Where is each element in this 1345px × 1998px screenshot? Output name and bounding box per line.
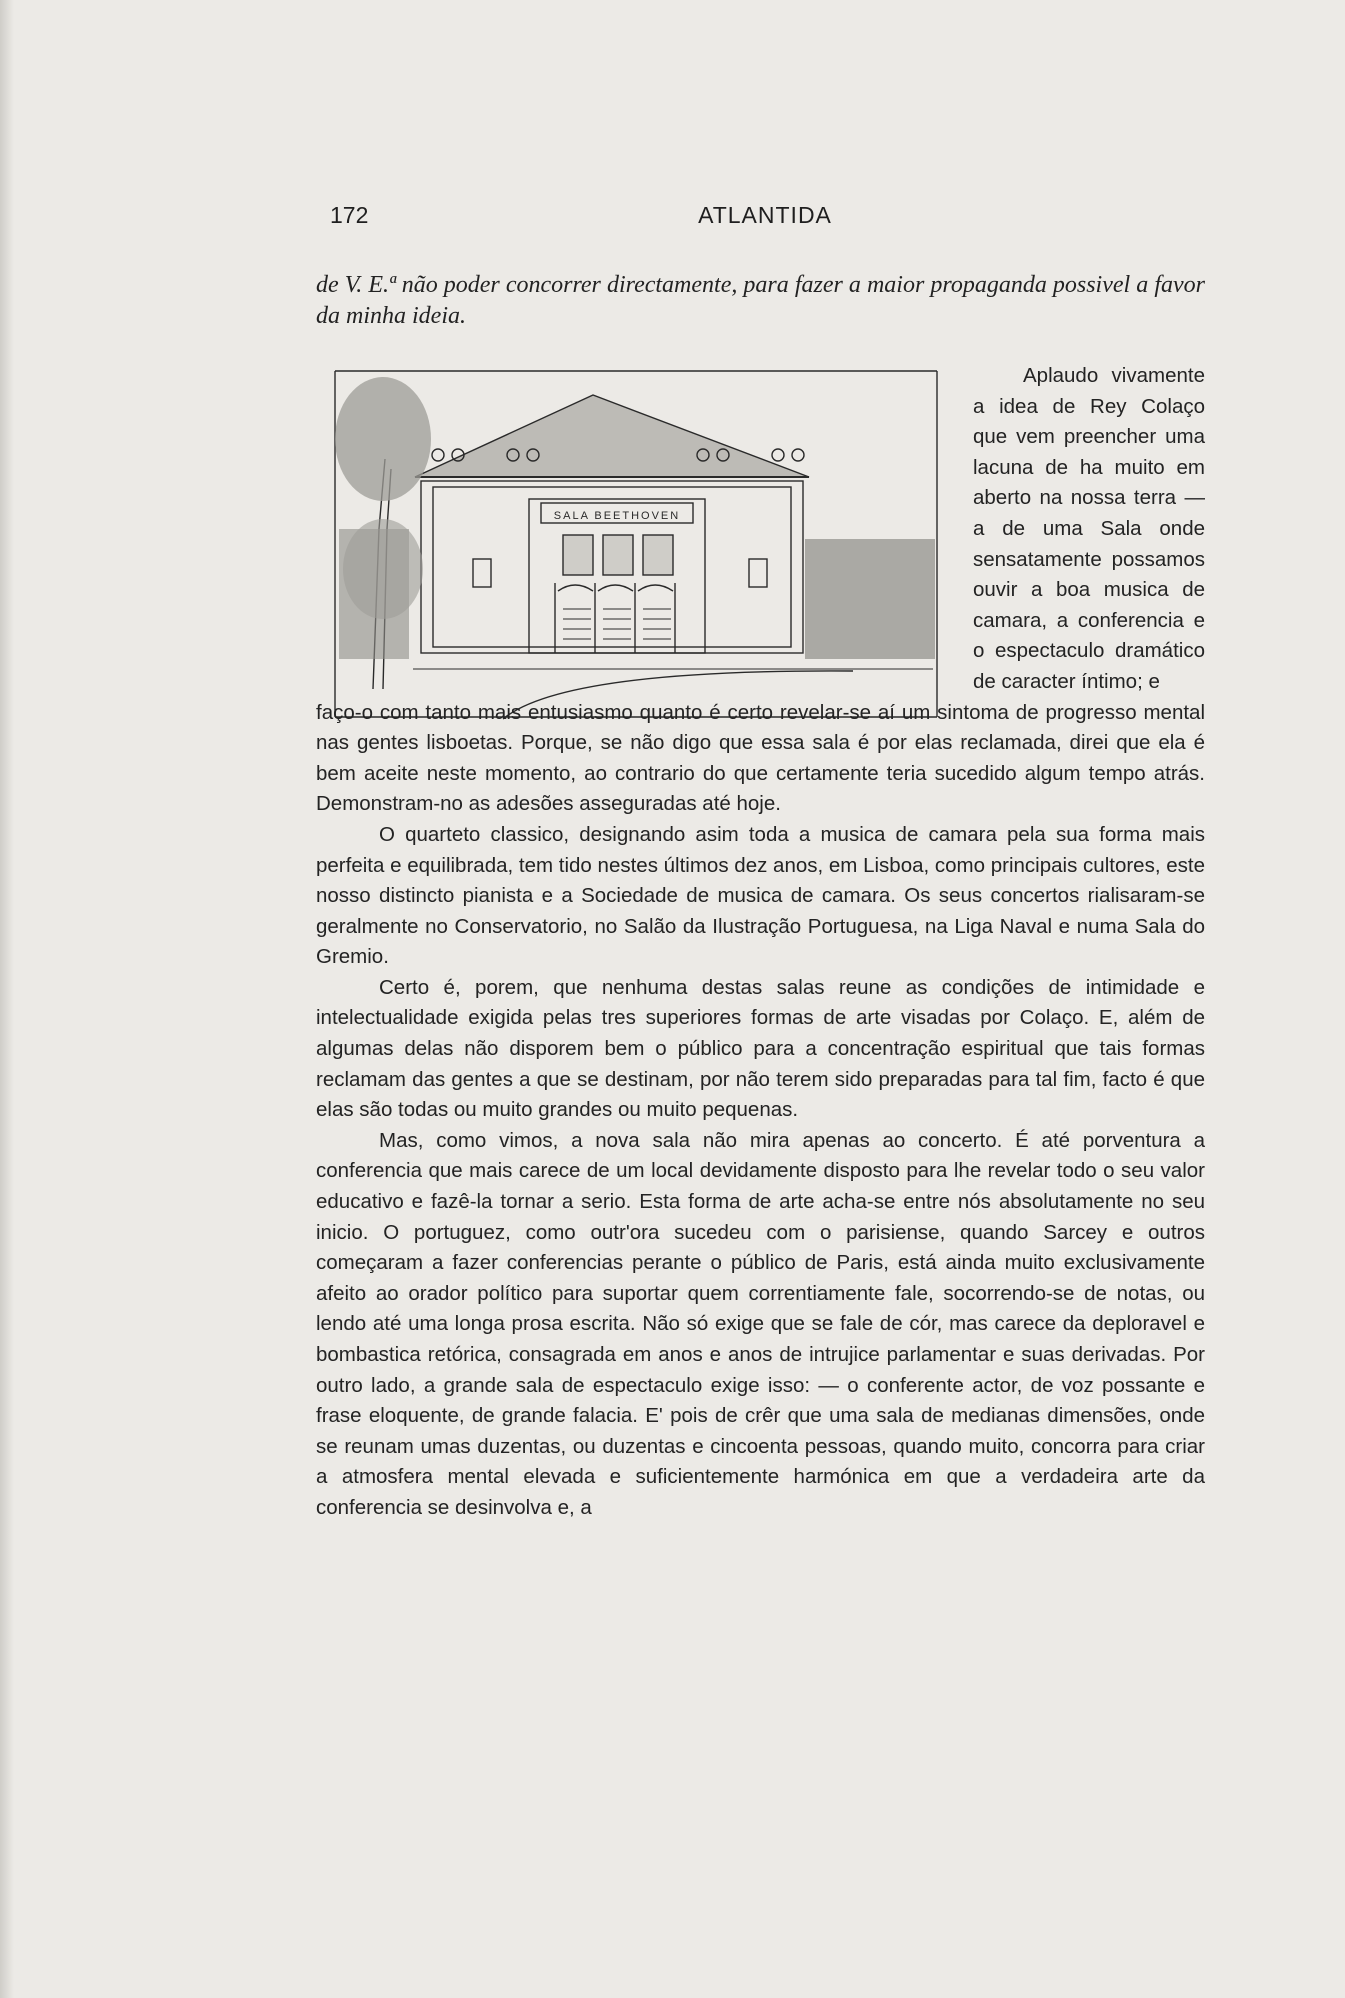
article-body — [316, 361, 1205, 1524]
body-paragraph-3: Certo é, porem, que nenhuma destas salas reune as condições de intimidade e intelectualidade exigida pelas tres superiores formas de arte visadas por Colaço. E, além de algumas delas não disporem bem o público para a concentração espiritual que tais formas reclamam das gentes a que se destinam, por não terem sido preparadas para tal fim, facto é que elas são todas ou muito grandes ou muito pequenas. — [316, 975, 1205, 1122]
running-header — [330, 202, 1200, 232]
page-number: 172 — [330, 202, 369, 228]
body-paragraph-1: faço-o com tanto mais entusiasmo quanto é certo revelar-se aí um sintoma de progresso mental nas gentes lisboetas. Porque, se não digo que essa sala é por elas reclamada, direi que ela é bem aceite neste momento, ao contrario do que certamente teria sucedido algum tempo atrás. Demonstram-no as adesões asseguradas até hoje. — [316, 700, 1205, 816]
page-edge-shadow — [0, 0, 14, 1998]
wrap-paragraph: Aplaudo vivamente a idea de Rey Colaço que vem preencher uma lacuna de ha muito em aberto na nossa terra — a de uma Sala onde sensatamente possamos ouvir a boa musica de camara, a conferencia e o espectaculo dramático de caracter íntimo; e — [973, 364, 1205, 693]
body-paragraph-2: O quarteto classico, designando asim toda a musica de camara pela sua forma mais perfeita e equilibrada, tem tido nestes últimos dez anos, em Lisboa, como principais cultores, este nosso distincto pianista e a Sociedade de musica de camara. Os seus concertos rialisaram-se geralmente no Conservatorio, no Salão da Ilustração Portuguesa, na Liga Naval e numa Sala do Gremio. — [316, 822, 1205, 969]
intro-italic-text: de V. E.ª não poder concorrer directamente, para fazer a maior propaganda possivel a favor da minha ideia. — [316, 272, 1205, 329]
journal-title: ATLANTIDA — [698, 202, 832, 228]
hall-sign-text: SALA BEETHOVEN — [553, 510, 681, 522]
body-paragraph-4: Mas, como vimos, a nova sala não mira apenas ao concerto. É até porventura a conferencia que mais carece de um local devidamente disposto para lhe revelar todo o seu valor educativo e fazê-la tornar a serio. Esta forma de arte acha-se entre nós absolutamente no seu inicio. O portuguez, como outr'ora sucedeu com o parisiense, quando Sarcey e outros começaram a fazer conferencias perante o público de Paris, está ainda muito exclusivamente afeito ao orador político para suportar quem correntiamente fale, socorrendo-se de notas, ou lendo até uma longa prosa escrita. Não só exige que se fale de cór, mas carece da deploravel e bombastica retórica, consagrada em anos e anos de intrujice parlamentar e suas derivadas. Por outro lado, a grande sala de espectaculo exige isso: — o conferente actor, de voz possante e frase eloquente, de grande falacia. E' pois de crêr que uma sala de medianas dimensões, onde se reunam umas duzentas, ou duzentas e cincoenta pessoas, quando muito, concorra para criar a atmosfera mental elevada e suficientemente harmónica em que a verdadeira arte da conferencia se desinvolva e, a — [316, 1128, 1205, 1519]
